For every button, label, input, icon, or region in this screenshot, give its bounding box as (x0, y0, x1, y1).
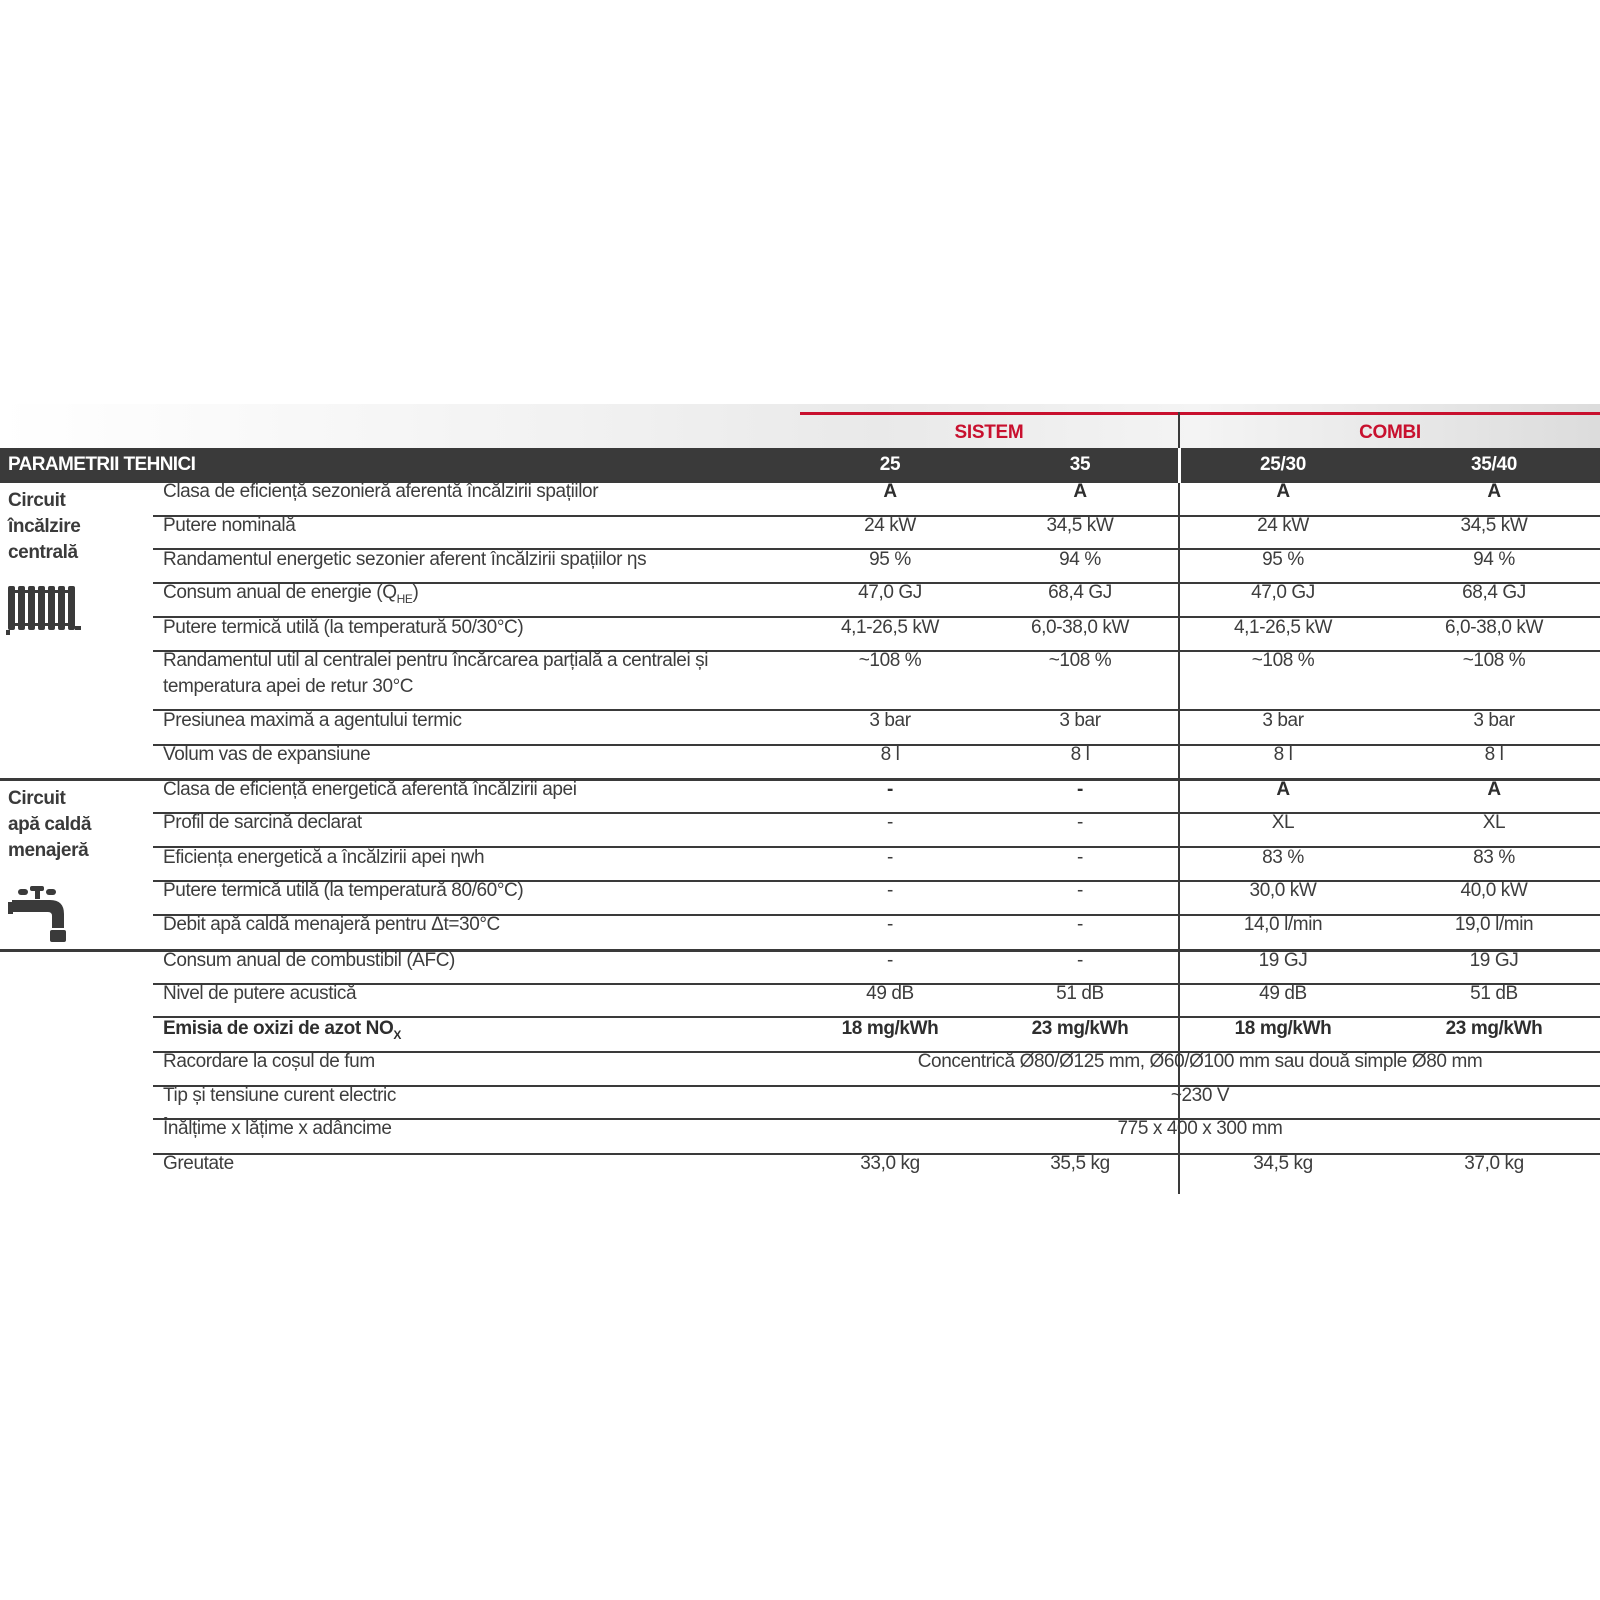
value-cell: 47,0 GJ (858, 582, 922, 603)
value-cell: 49 dB (1259, 983, 1307, 1004)
param-label: Înălțime x lățime x adâncime (163, 1118, 392, 1139)
value-cell: 4,1-26,5 kW (1233, 617, 1333, 638)
value-cell: A (1487, 779, 1501, 800)
value-cell: 47,0 GJ (1251, 582, 1315, 603)
model-header-35: 35 (1069, 454, 1091, 475)
param-label: Randamentul energetic sezonier aferent încălzirii spațiilor ηs (163, 549, 647, 570)
param-label: Consum anual de energie $(Q_{HE})$ (163, 582, 419, 606)
param-label: Randamentul util al centralei pentru încărcarea parțială a centralei și temperatura apei de retur 30°C (163, 650, 709, 697)
group-label-sistem: SISTEM (954, 422, 1024, 443)
value-cell: 8 l (880, 744, 900, 765)
value-cell: 40,0 kW (1460, 880, 1528, 901)
value-cell: ~108 % (1251, 650, 1315, 671)
param-label: Profil de sarcină declarat (163, 812, 362, 833)
value-cell: - (887, 812, 893, 833)
param-label: Emisia de oxizi de azot $NO_X$ (163, 1018, 401, 1042)
value-cell: 18 mg/kWh (841, 1018, 939, 1039)
value-cell: A (883, 481, 897, 502)
value-cell: 18 mg/kWh (1234, 1018, 1332, 1039)
sistem-accent-line (800, 412, 1178, 415)
water-tap-icon (6, 884, 70, 949)
value-cell: 19 GJ (1469, 950, 1519, 971)
value-cell: - (1077, 914, 1083, 935)
value-cell: - (887, 847, 893, 868)
value-cell: 24 kW (864, 515, 916, 536)
header-divider (1178, 448, 1181, 483)
value-cell: 94 % (1059, 549, 1101, 570)
value-cell: 14,0 l/min (1243, 914, 1323, 935)
value-cell: 23 mg/kWh (1445, 1018, 1543, 1039)
value-cell: A (1073, 481, 1087, 502)
param-label: Clasa de eficiență energetică aferentă încălzirii apei (163, 779, 577, 800)
value-cell: A (1487, 481, 1501, 502)
param-label: Putere nominală (163, 515, 296, 536)
value-cell: - (887, 880, 893, 901)
radiator-icon (6, 580, 82, 641)
value-cell: 51 dB (1470, 983, 1518, 1004)
param-label: Putere termică utilă (la temperatură 50/30°C) (163, 617, 524, 638)
model-header-25-30: 25/30 (1259, 454, 1307, 475)
param-label: Greutate (163, 1153, 234, 1174)
value-cell: ~108 % (858, 650, 922, 671)
value-cell: 6,0-38,0 kW (1030, 617, 1130, 638)
param-label: Eficiența energetică a încălzirii apei ηwh (163, 847, 485, 868)
value-cell: 94 % (1473, 549, 1515, 570)
value-cell: ~108 % (1462, 650, 1526, 671)
value-cell: - (1077, 880, 1083, 901)
value-cell: - (1077, 847, 1083, 868)
param-label: Consum anual de combustibil (AFC) (163, 950, 455, 971)
value-cell: 3 bar (869, 710, 911, 731)
value-cell: - (1077, 812, 1083, 833)
value-cell: 68,4 GJ (1048, 582, 1112, 603)
value-cell: 49 dB (866, 983, 914, 1004)
param-label: Nivel de putere acustică (163, 983, 357, 1004)
value-cell: 19,0 l/min (1454, 914, 1534, 935)
value-cell: - (887, 914, 893, 935)
model-header-25: 25 (879, 454, 901, 475)
value-cell: 3 bar (1473, 710, 1515, 731)
value-cell: 95 % (869, 549, 911, 570)
param-label: Debit apă caldă menajeră pentru Δt=30°C (163, 914, 500, 935)
model-header-35-40: 35/40 (1470, 454, 1518, 475)
group-label-combi: COMBI (1359, 422, 1421, 443)
value-cell: ~108 % (1048, 650, 1112, 671)
value-cell: 34,5 kg (1253, 1153, 1313, 1174)
value-cell: 83 % (1262, 847, 1304, 868)
value-cell: 8 l (1273, 744, 1293, 765)
value-cell: - (887, 950, 893, 971)
value-cell: 35,5 kg (1050, 1153, 1110, 1174)
value-cell: 19 GJ (1258, 950, 1308, 971)
value-cell: 3 bar (1262, 710, 1304, 731)
value-cell: 6,0-38,0 kW (1444, 617, 1544, 638)
value-cell: 3 bar (1059, 710, 1101, 731)
combi-accent-line (1180, 412, 1600, 415)
param-label: Putere termică utilă (la temperatură 80/60°C) (163, 880, 524, 901)
value-cell: - (887, 779, 893, 800)
param-label: Volum vas de expansiune (163, 744, 371, 765)
section-label-dhw: Circuit apă caldă menajeră (8, 788, 92, 861)
value-cell-merged: Concentrică Ø80/Ø125 mm, Ø60/Ø100 mm sau două simple Ø80 mm (917, 1051, 1483, 1072)
value-cell: - (1077, 950, 1083, 971)
value-cell: A (1276, 779, 1290, 800)
value-cell: A (1276, 481, 1290, 502)
param-label: Clasa de eficiență sezonieră aferentă încălzirii spațiilor (163, 481, 599, 502)
value-cell: 23 mg/kWh (1031, 1018, 1129, 1039)
param-label: Racordare la coșul de fum (163, 1051, 375, 1072)
value-cell: 34,5 kW (1460, 515, 1528, 536)
group-divider (1178, 412, 1180, 448)
section-label-heating: Circuit încălzire centrală (8, 490, 81, 563)
value-cell: 8 l (1484, 744, 1504, 765)
value-cell: - (1077, 779, 1083, 800)
value-cell: 37,0 kg (1464, 1153, 1524, 1174)
value-cell-merged: 775 x 400 x 300 mm (1117, 1118, 1283, 1139)
value-cell: 8 l (1070, 744, 1090, 765)
value-cell: 83 % (1473, 847, 1515, 868)
value-cell: 68,4 GJ (1462, 582, 1526, 603)
value-cell-merged: ~230 V (1170, 1085, 1230, 1106)
value-cell: 4,1-26,5 kW (840, 617, 940, 638)
value-cell: XL (1271, 812, 1295, 833)
param-label: Presiunea maximă a agentului termic (163, 710, 462, 731)
value-cell: XL (1482, 812, 1506, 833)
value-cell: 95 % (1262, 549, 1304, 570)
param-label: Tip și tensiune curent electric (163, 1085, 396, 1106)
header-bar (0, 448, 1600, 483)
spec-table (0, 404, 1600, 1194)
value-cell: 51 dB (1056, 983, 1104, 1004)
value-cell: 34,5 kW (1046, 515, 1114, 536)
table-title: PARAMETRII TEHNICI (8, 454, 196, 475)
value-cell: 24 kW (1257, 515, 1309, 536)
value-cell: 30,0 kW (1249, 880, 1317, 901)
value-cell: 33,0 kg (860, 1153, 920, 1174)
